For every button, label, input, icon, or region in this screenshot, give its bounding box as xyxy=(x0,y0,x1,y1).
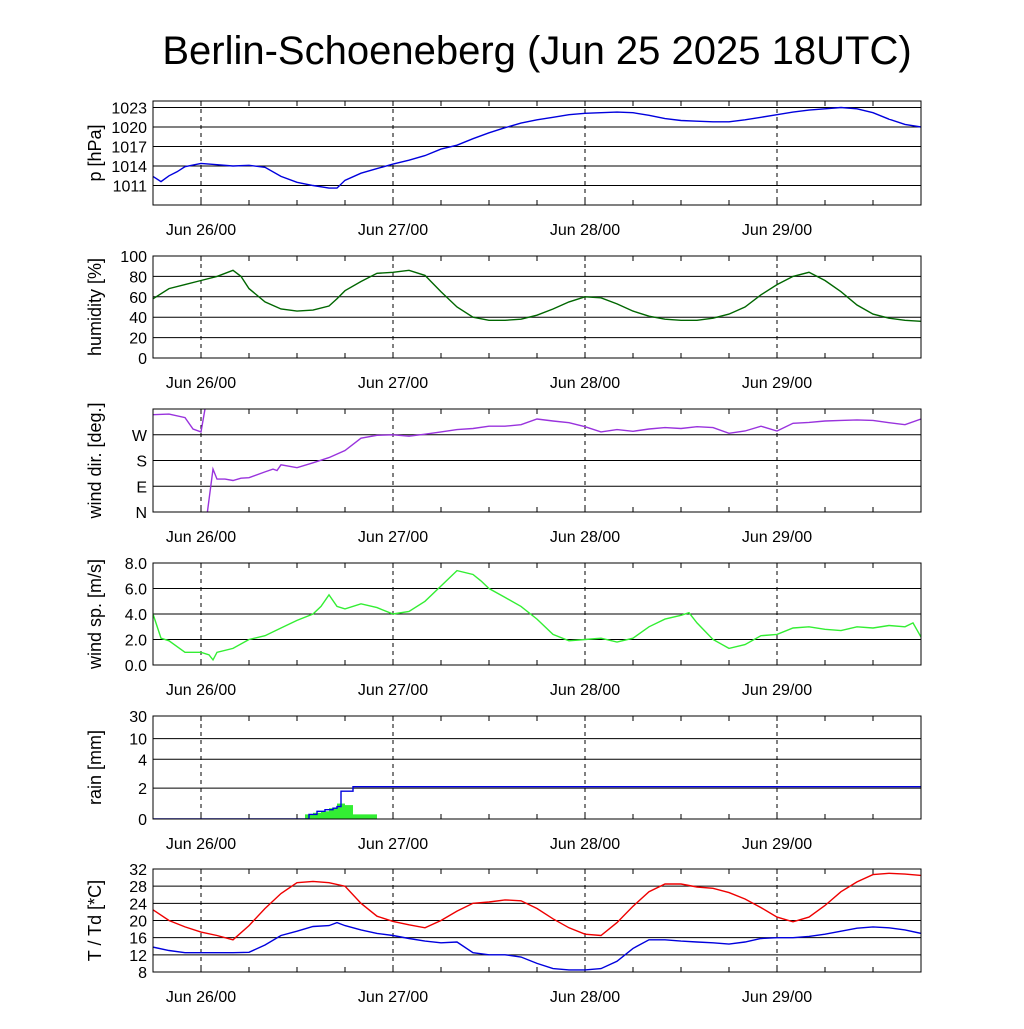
y-tick-label: 30 xyxy=(129,709,147,726)
y-tick-label: 6.0 xyxy=(124,581,147,599)
x-tick-label: Jun 29/00 xyxy=(741,682,813,699)
plot-frame xyxy=(153,716,921,819)
x-tick-label: Jun 28/00 xyxy=(549,682,621,699)
x-tick-label: Jun 26/00 xyxy=(165,836,237,853)
rain-bar xyxy=(369,814,377,819)
y-tick-label: 28 xyxy=(129,879,147,897)
y-tick-label: 32 xyxy=(129,862,147,879)
y-axis-label: wind dir. [deg.] xyxy=(85,402,105,519)
series-line-T xyxy=(153,873,921,940)
x-tick-label: Jun 29/00 xyxy=(741,989,813,1006)
plot-frame xyxy=(153,256,921,358)
plot-frame xyxy=(153,101,921,205)
y-tick-label: 60 xyxy=(129,289,147,307)
x-tick-label: Jun 29/00 xyxy=(741,222,813,239)
y-tick-label: 0 xyxy=(138,351,147,368)
x-tick-label: Jun 28/00 xyxy=(549,836,621,853)
rain-bar xyxy=(353,814,361,819)
y-tick-label: 1014 xyxy=(111,159,147,176)
y-tick-label: 80 xyxy=(129,269,147,287)
panel-pressure xyxy=(85,101,921,240)
rain-bar xyxy=(361,814,369,819)
x-tick-label: Jun 27/00 xyxy=(357,222,429,239)
y-tick-label: S xyxy=(136,453,147,471)
x-tick-label: Jun 26/00 xyxy=(165,529,237,546)
y-tick-label: 10 xyxy=(129,731,147,749)
y-tick-label: 12 xyxy=(129,947,147,965)
y-tick-label: 2.0 xyxy=(124,632,147,650)
y-tick-label: 4.0 xyxy=(124,607,147,624)
chart-title: Berlin-Schoeneberg (Jun 25 2025 18UTC) xyxy=(162,29,912,73)
y-tick-label: W xyxy=(131,427,147,445)
y-tick-label: 8 xyxy=(138,965,147,982)
x-tick-label: Jun 28/00 xyxy=(549,989,621,1006)
series-line-Td xyxy=(153,923,921,970)
y-tick-label: 1020 xyxy=(111,120,147,137)
x-tick-label: Jun 26/00 xyxy=(165,222,237,239)
y-tick-label: E xyxy=(136,479,147,497)
x-tick-label: Jun 27/00 xyxy=(357,529,429,546)
rain-bar xyxy=(321,811,329,819)
panel-wind_speed xyxy=(85,556,921,699)
series-line-humidity xyxy=(153,270,921,321)
x-tick-label: Jun 29/00 xyxy=(741,529,813,546)
y-tick-label: 100 xyxy=(120,249,147,266)
x-tick-label: Jun 27/00 xyxy=(357,375,429,392)
x-tick-label: Jun 28/00 xyxy=(549,529,621,546)
panel-temperature xyxy=(85,862,921,1006)
x-tick-label: Jun 27/00 xyxy=(357,989,429,1006)
series-line-wind-speed xyxy=(153,571,921,660)
y-axis-label: humidity [%] xyxy=(85,257,105,357)
x-tick-label: Jun 26/00 xyxy=(165,375,237,392)
series-line-dir_b xyxy=(207,419,921,512)
y-tick-label: 4 xyxy=(138,752,147,770)
x-tick-label: Jun 26/00 xyxy=(165,989,237,1006)
y-tick-label: 0 xyxy=(138,812,147,829)
y-axis-label: rain [mm] xyxy=(85,729,105,806)
y-tick-label: 2 xyxy=(138,781,147,799)
y-axis-label: p [hPa] xyxy=(85,124,105,182)
panel-rain xyxy=(85,709,921,853)
x-tick-label: Jun 28/00 xyxy=(549,222,621,239)
y-tick-label: 24 xyxy=(129,896,147,914)
x-tick-label: Jun 27/00 xyxy=(357,682,429,699)
y-tick-label: 40 xyxy=(129,310,147,328)
y-tick-label: 0.0 xyxy=(124,658,147,675)
x-tick-label: Jun 27/00 xyxy=(357,836,429,853)
x-tick-label: Jun 28/00 xyxy=(549,375,621,392)
series-line-p xyxy=(153,108,921,189)
y-axis-label: T / Td [*C] xyxy=(85,879,105,962)
y-tick-label: N xyxy=(135,505,147,522)
rain-bar xyxy=(345,805,353,819)
y-tick-label: 20 xyxy=(129,330,147,348)
y-tick-label: 1011 xyxy=(112,178,147,196)
y-axis-label: wind sp. [m/s] xyxy=(85,558,105,670)
y-tick-label: 1017 xyxy=(111,139,147,157)
series-line-dir_a xyxy=(153,409,205,432)
x-tick-label: Jun 26/00 xyxy=(165,682,237,699)
x-tick-label: Jun 29/00 xyxy=(741,836,813,853)
panel-wind_dir xyxy=(85,402,921,546)
y-tick-label: 20 xyxy=(129,913,147,931)
panel-humidity xyxy=(85,249,921,392)
x-tick-label: Jun 29/00 xyxy=(741,375,813,392)
y-tick-label: 1023 xyxy=(111,100,147,118)
y-tick-label: 16 xyxy=(129,930,147,948)
y-tick-label: 8.0 xyxy=(124,556,147,573)
